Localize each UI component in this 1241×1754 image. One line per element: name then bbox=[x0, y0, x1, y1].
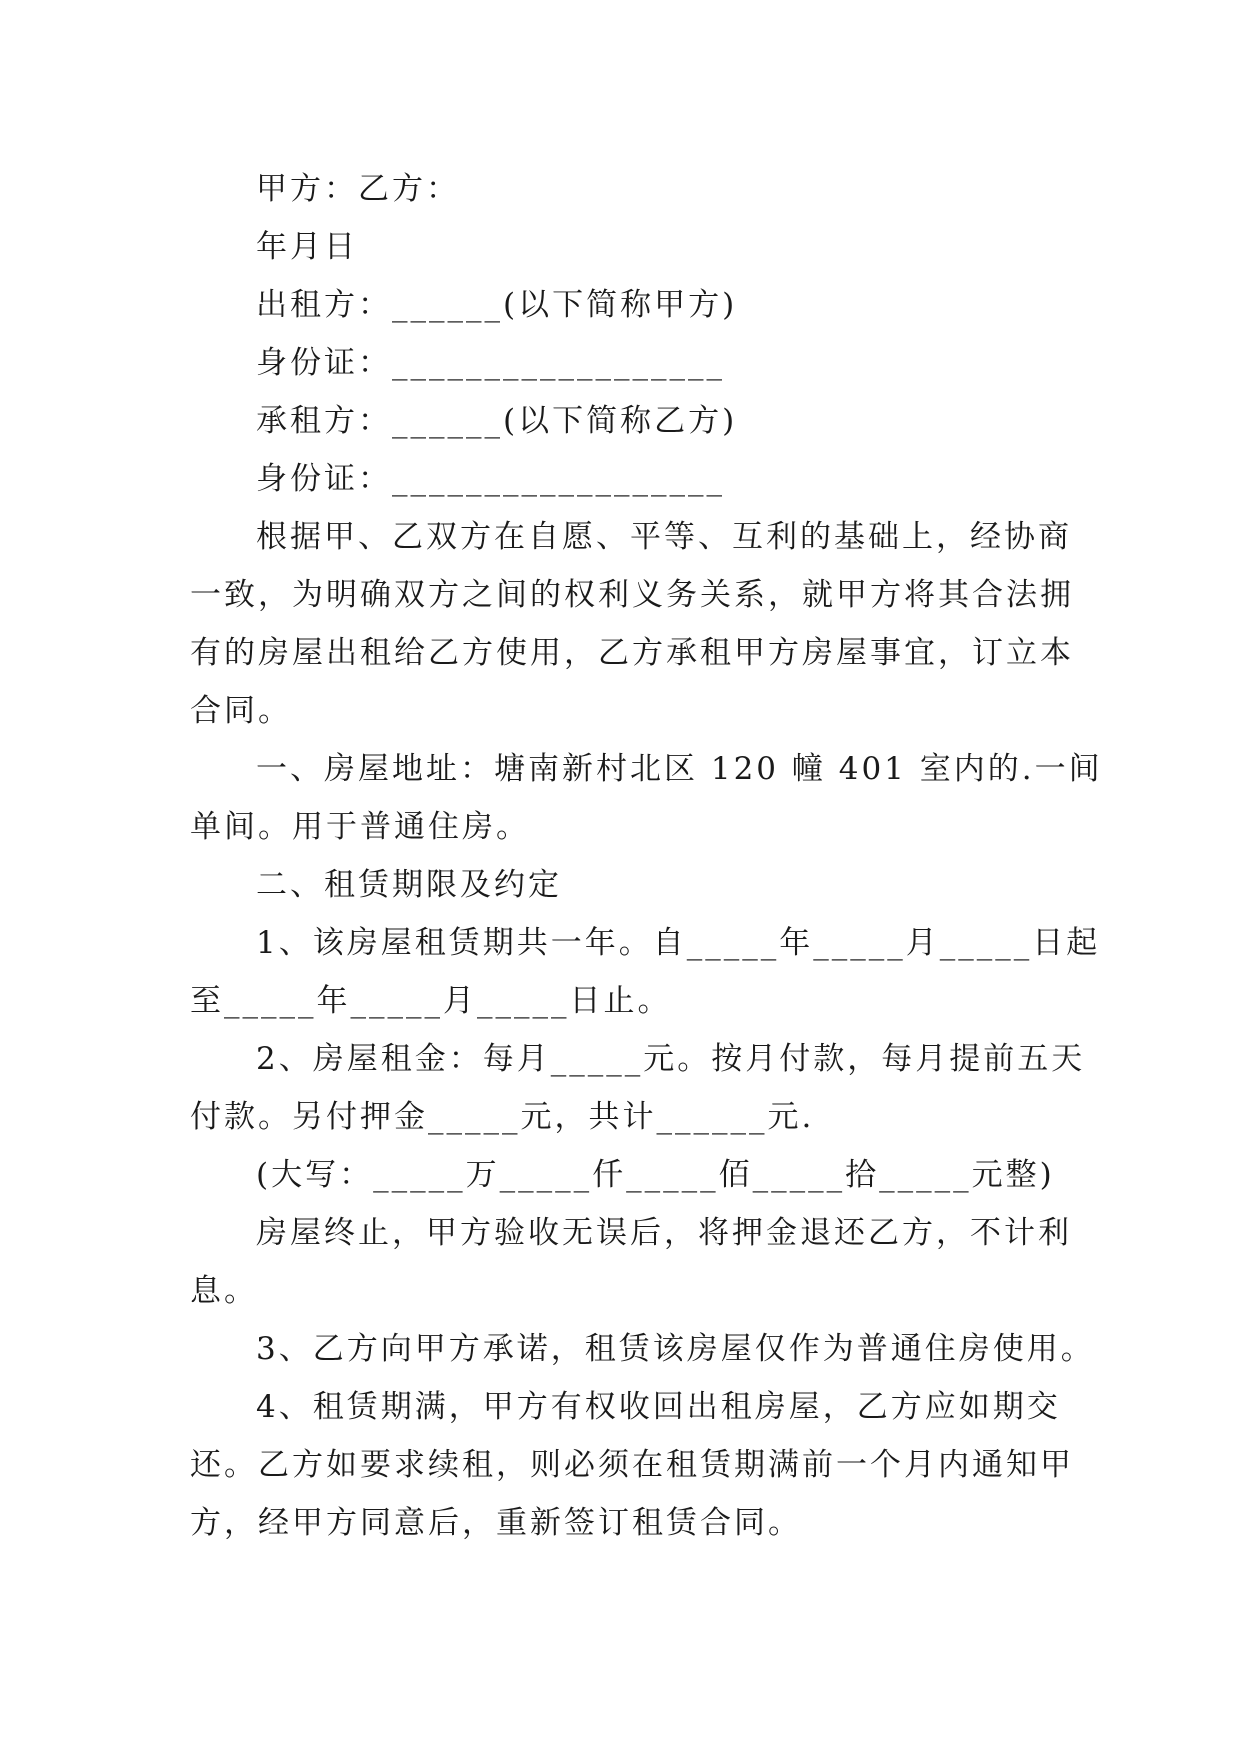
lessee-line: 承租方：______(以下简称乙方) bbox=[256, 403, 738, 439]
section-address: 一、房屋地址：塘南新村北区 120 幢 401 室内的.一间 bbox=[256, 751, 1103, 787]
clause-term: 至_____年_____月_____日止。 bbox=[190, 983, 672, 1019]
clause-deposit-return: 房屋终止，甲方验收无误后，将押金退还乙方，不计利 bbox=[256, 1215, 1072, 1251]
clause-renewal: 方，经甲方同意后，重新签订租赁合同。 bbox=[190, 1505, 802, 1541]
lessor-line: 出租方：______(以下简称甲方) bbox=[256, 287, 738, 323]
section-address: 单间。用于普通住房。 bbox=[190, 809, 530, 845]
clause-usage: 3、乙方向甲方承诺，租赁该房屋仅作为普通住房使用。 bbox=[256, 1331, 1095, 1367]
document-page bbox=[190, 160, 1103, 1552]
clause-deposit-return: 息。 bbox=[190, 1273, 258, 1309]
section-term-heading: 二、租赁期限及约定 bbox=[256, 867, 562, 903]
clause-renewal: 4、租赁期满，甲方有权收回出租房屋，乙方应如期交 bbox=[256, 1389, 1061, 1425]
preamble-line: 有的房屋出租给乙方使用，乙方承租甲方房屋事宜，订立本 bbox=[190, 635, 1074, 671]
clause-renewal: 还。乙方如要求续租，则必须在租赁期满前一个月内通知甲 bbox=[190, 1447, 1074, 1483]
preamble-line: 合同。 bbox=[190, 693, 292, 729]
clause-term: 1、该房屋租赁期共一年。自_____年_____月_____日起 bbox=[256, 925, 1101, 961]
clause-amount-capital: (大写：_____万_____仟_____佰_____拾_____元整) bbox=[256, 1157, 1055, 1193]
clause-rent: 付款。另付押金_____元，共计______元. bbox=[190, 1099, 815, 1135]
party-header: 甲方：乙方： bbox=[256, 171, 460, 207]
preamble-line: 一致，为明确双方之间的权利义务关系，就甲方将其合法拥 bbox=[190, 577, 1074, 613]
lessee-id-line: 身份证：__________________ bbox=[256, 461, 725, 497]
date-line: 年月日 bbox=[256, 229, 358, 265]
clause-rent: 2、房屋租金：每月_____元。按月付款，每月提前五天 bbox=[256, 1041, 1086, 1077]
preamble-line: 根据甲、乙双方在自愿、平等、互利的基础上，经协商 bbox=[256, 519, 1072, 555]
lessor-id-line: 身份证：__________________ bbox=[256, 345, 725, 381]
